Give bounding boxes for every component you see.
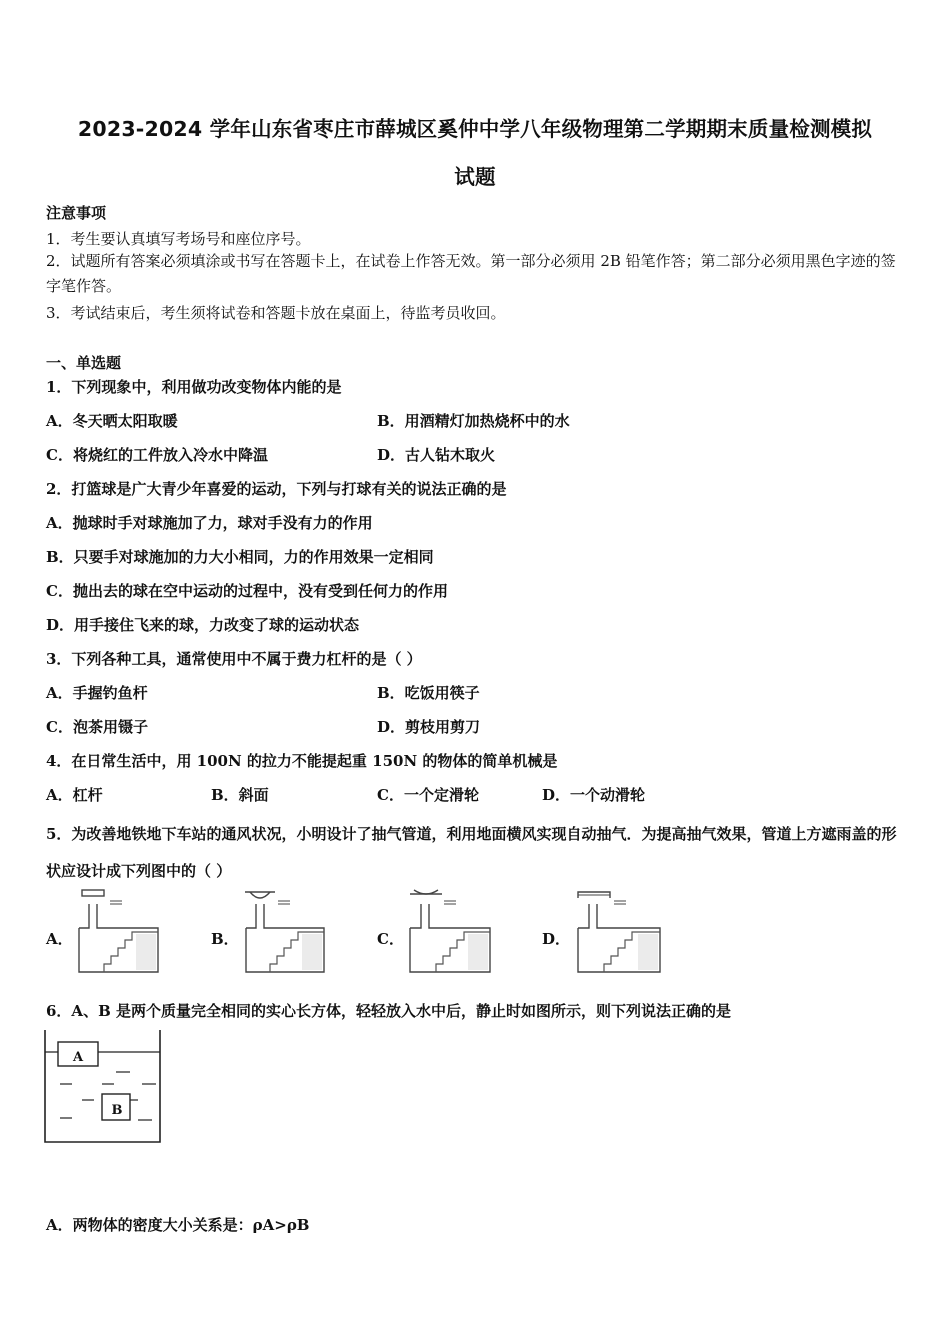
question-stem: 3．下列各种工具，通常使用中不属于费力杠杆的是（ ） <box>46 650 422 668</box>
vent-diagram-c <box>406 888 494 974</box>
title-line-1: 2023-2024 学年山东省枣庄市薛城区奚仲中学八年级物理第二学期期末质量检测模拟 <box>77 117 873 141</box>
option-label: C． <box>377 930 404 948</box>
option: C．抛出去的球在空中运动的过程中，没有受到任何力的作用 <box>46 582 448 600</box>
option: C．泡茶用镊子 <box>46 718 148 736</box>
option-label: A． <box>46 930 73 948</box>
notice-item: 1．考生要认真填写考场号和座位序号。 <box>46 230 311 248</box>
option: D．用手接住飞来的球，力改变了球的运动状态 <box>46 616 360 634</box>
option: D．一个动滑轮 <box>542 786 646 804</box>
option: B．斜面 <box>211 786 269 804</box>
option: A．手握钓鱼杆 <box>46 684 148 702</box>
option: C．一个定滑轮 <box>377 786 479 804</box>
notice-heading: 注意事项 <box>46 204 107 222</box>
option: B．只要手对球施加的力大小相同，力的作用效果一定相同 <box>46 548 434 566</box>
option: D．古人钻木取火 <box>377 446 496 464</box>
vent-diagram-a <box>76 888 162 974</box>
option: C．将烧红的工件放入冷水中降温 <box>46 446 268 464</box>
option: A．两物体的密度大小关系是：ρA>ρB <box>46 1216 310 1234</box>
block-a-label: A <box>72 1050 84 1065</box>
title-line-2: 试题 <box>454 165 496 189</box>
question-stem: 5．为改善地铁地下车站的通风状况，小明设计了抽气管道，利用地面横风实现自动抽气．为提高抽气效果，管道上方遮雨盖的形状应设计成下列图中的（ ） <box>46 825 897 880</box>
question-stem: 2．打篮球是广大青少年喜爱的运动，下列与打球有关的说法正确的是 <box>46 480 507 498</box>
section-heading: 一、单选题 <box>46 354 122 372</box>
notice-item: 2．试题所有答案必须填涂或书写在答题卡上，在试卷上作答无效。第一部分必须用 2B 铅笔作答；第二部分必须用黑色字迹的签字笔作答。 <box>46 252 896 295</box>
question-stem: 6．A、B 是两个质量完全相同的实心长方体，轻轻放入水中后，静止时如图所示，则下列说法正确的是 <box>46 1002 731 1020</box>
option: A．抛球时手对球施加了力，球对手没有力的作用 <box>46 514 373 532</box>
question-stem: 4．在日常生活中，用 100N 的拉力不能提起重 150N 的物体的简单机械是 <box>46 752 558 770</box>
notice-item: 3．考试结束后，考生须将试卷和答题卡放在桌面上，待监考员收回。 <box>46 304 506 322</box>
option: A．冬天晒太阳取暖 <box>46 412 178 430</box>
option-label: B． <box>211 930 239 948</box>
option: B．吃饭用筷子 <box>377 684 480 702</box>
vent-diagram-d <box>574 888 664 974</box>
option: D．剪枝用剪刀 <box>377 718 481 736</box>
option: A．杠杆 <box>46 786 103 804</box>
water-tank-diagram <box>42 1028 164 1146</box>
option-label: D． <box>542 930 571 948</box>
option: B．用酒精灯加热烧杯中的水 <box>377 412 570 430</box>
block-b-label: B <box>111 1103 123 1118</box>
vent-diagram-b <box>242 888 328 974</box>
question-stem: 1．下列现象中，利用做功改变物体内能的是 <box>46 378 342 396</box>
